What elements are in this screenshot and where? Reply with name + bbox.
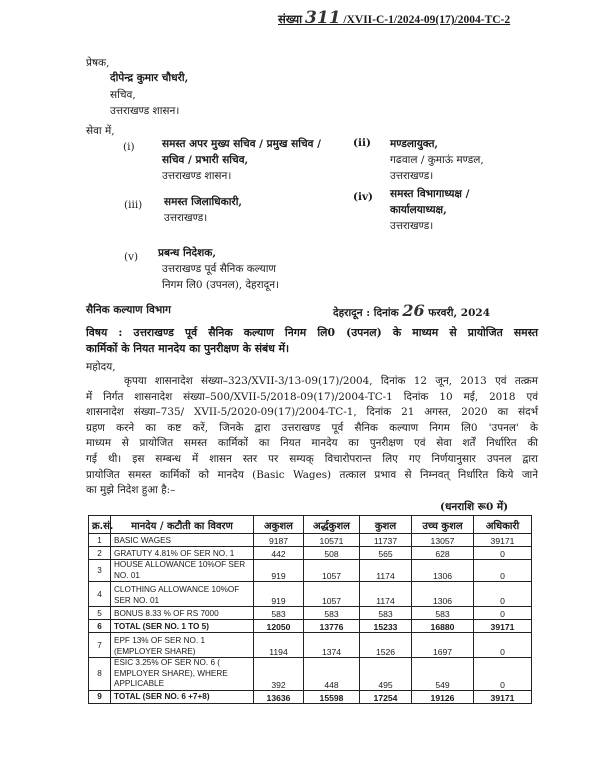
value-cell: 1057: [304, 560, 360, 582]
value-cell: 0: [474, 633, 532, 658]
value-cell: 10571: [304, 534, 360, 547]
recipients-label: सेवा में,: [86, 125, 115, 137]
serial-number-cell: 6: [89, 620, 111, 633]
value-cell: 15598: [304, 690, 360, 703]
date-prefix: देहरादून : दिनांक: [333, 307, 399, 319]
value-cell: 17254: [360, 690, 412, 703]
value-cell: 1057: [304, 582, 360, 607]
recipient-line: प्रबन्ध निदेशक,: [158, 247, 216, 259]
subject-label: विषय :: [86, 326, 123, 339]
recipient-line: कार्यालयाध्यक्ष,: [390, 204, 447, 216]
value-cell: 583: [304, 607, 360, 620]
sender-designation: सचिव,: [110, 89, 136, 101]
value-cell: 628: [412, 547, 474, 560]
column-header: अर्द्धकुशल: [304, 516, 360, 534]
description-cell: BASIC WAGES: [111, 534, 254, 547]
body-line: में निर्गत शासनादेश संख्या–500/XVII-5/2018-09(17)/2004-TC-1 दिनांक 10 मई, 2018 एवं: [86, 390, 538, 403]
value-cell: 0: [474, 547, 532, 560]
body-paragraph: [86, 374, 538, 499]
reference-number: [278, 8, 510, 28]
value-cell: 1194: [254, 633, 304, 658]
recipient-line: उत्तराखण्ड।: [390, 220, 434, 232]
description-cell: BONUS 8.33 % OF RS 7000: [111, 607, 254, 620]
ref-code: /XVII-C-1/2024-09(17)/2004-TC-2: [343, 14, 511, 26]
column-header: मानदेय / कटौती का विवरण: [111, 516, 254, 534]
sender-name: दीपेन्द्र कुमार चौधरी,: [110, 72, 189, 84]
value-cell: 13776: [304, 620, 360, 633]
salutation: महोदय,: [86, 361, 116, 373]
recipient-line: समस्त अपर मुख्य सचिव / प्रमुख सचिव /: [162, 138, 321, 150]
description-cell: EPF 13% OF SER NO. 1 (EMPLOYER SHARE): [111, 633, 254, 658]
value-cell: 1306: [412, 582, 474, 607]
value-cell: 442: [254, 547, 304, 560]
recipient-line: मण्डलायुक्त,: [390, 138, 439, 150]
serial-number-cell: 9: [89, 690, 111, 703]
recipient-line: निगम लि0 (उपनल), देहरादून।: [162, 279, 280, 291]
value-cell: 11737: [360, 534, 412, 547]
value-cell: 1306: [412, 560, 474, 582]
description-cell: HOUSE ALLOWANCE 10%OF SER NO. 01: [111, 560, 254, 582]
value-cell: 39171: [474, 534, 532, 547]
table-row: [89, 534, 532, 547]
value-cell: 1374: [304, 633, 360, 658]
value-cell: 0: [474, 560, 532, 582]
wages-table: [88, 515, 532, 704]
body-line: गई थी। इस सम्बन्ध में शासन स्तर पर सम्यक् विचारोपरान्त लिए गए निर्णयानुसार उपनल द्वारा: [86, 452, 538, 465]
recipient-num: (i): [123, 141, 135, 153]
value-cell: 919: [254, 582, 304, 607]
body-line: माध्यम से प्रायोजित समस्त कार्मिकों का नियत मानदेय का पुनरीक्षण एवं सेवा शर्तें निर्धारित की: [86, 437, 538, 450]
description-cell: TOTAL (SER NO. 1 TO 5): [111, 620, 254, 633]
table-row: [89, 658, 532, 691]
body-line: प्रायोजित समस्त कार्मिकों को मानदेय (Basic Wages) तत्काल प्रभाव से निम्नवत् निर्धारित किये जाने: [86, 468, 538, 481]
value-cell: 16880: [412, 620, 474, 633]
value-cell: 0: [474, 582, 532, 607]
description-cell: CLOTHING ALLOWANCE 10%OF SER NO. 01: [111, 582, 254, 607]
value-cell: 15233: [360, 620, 412, 633]
value-cell: 19126: [412, 690, 474, 703]
body-line: शासनादेश संख्या–735/ XVII-5/2020-09(17)/2004-TC-1, दिनांक 21 अगस्त, 2020 का संदर्भ: [86, 406, 538, 419]
body-line: कृपया शासनादेश संख्या–323/XVII-3/13-09(17)/2004, दिनांक 12 जून, 2013 एवं तत्क्रम: [124, 375, 538, 387]
recipient-line: समस्त जिलाधिकारी,: [164, 196, 243, 208]
table-row: [89, 582, 532, 607]
subject-line: [86, 325, 538, 341]
column-header: अकुशल: [254, 516, 304, 534]
value-cell: 39171: [474, 690, 532, 703]
value-cell: 583: [254, 607, 304, 620]
ref-number-handwritten: 311: [305, 8, 341, 28]
recipient-line: समस्त विभागाध्यक्ष /: [390, 188, 470, 200]
recipient-line: गढवाल / कुमाऊं मण्डल,: [390, 154, 484, 166]
recipient-line: सचिव / प्रभारी सचिव,: [162, 154, 249, 166]
value-cell: 13636: [254, 690, 304, 703]
serial-number-cell: 4: [89, 582, 111, 607]
table-row: [89, 607, 532, 620]
serial-number-cell: 5: [89, 607, 111, 620]
value-cell: 392: [254, 658, 304, 691]
date-suffix: फरवरी, 2024: [428, 307, 491, 319]
sender-office: उत्तराखण्ड शासन।: [110, 105, 180, 117]
column-header: उच्च कुशल: [412, 516, 474, 534]
value-cell: 583: [412, 607, 474, 620]
value-cell: 508: [304, 547, 360, 560]
date-handwritten: 26: [402, 301, 425, 320]
subject-text: उत्तराखण्ड पूर्व सैनिक कल्याण निगम लि0 (उपनल) के माध्यम से प्रायोजित समस्त: [133, 326, 538, 339]
table-row: [89, 633, 532, 658]
value-cell: 13057: [412, 534, 474, 547]
recipient-line: उत्तराखण्ड।: [390, 170, 434, 182]
department-name: सैनिक कल्याण विभाग: [86, 304, 171, 316]
value-cell: 549: [412, 658, 474, 691]
column-header: क्र.सं.: [89, 516, 111, 534]
recipient-line: उत्तराखण्ड शासन।: [162, 170, 232, 182]
recipient-num: (ii): [353, 137, 371, 149]
value-cell: 39171: [474, 620, 532, 633]
recipient-line: उत्तराखण्ड पूर्व सैनिक कल्याण: [162, 263, 277, 275]
value-cell: 565: [360, 547, 412, 560]
recipient-line: उत्तराखण्ड।: [164, 212, 208, 224]
body-line: का मुझे निदेश हुआ है:–: [86, 484, 176, 497]
value-cell: 1174: [360, 582, 412, 607]
value-cell: 1174: [360, 560, 412, 582]
table-row: [89, 560, 532, 582]
recipient-num: (iii): [124, 199, 143, 211]
value-cell: 1697: [412, 633, 474, 658]
table-row: [89, 620, 532, 633]
recipient-num: (iv): [353, 191, 374, 203]
serial-number-cell: 1: [89, 534, 111, 547]
value-cell: 12050: [254, 620, 304, 633]
column-header: अधिकारी: [474, 516, 532, 534]
description-cell: ESIC 3.25% OF SER NO. 6 ( EMPLOYER SHARE), WHERE APPLICABLE: [111, 658, 254, 691]
value-cell: 1526: [360, 633, 412, 658]
recipient-num: (v): [124, 251, 139, 263]
date-line: [333, 301, 490, 320]
column-header: कुशल: [360, 516, 412, 534]
serial-number-cell: 3: [89, 560, 111, 582]
value-cell: 0: [474, 607, 532, 620]
table-row: [89, 690, 532, 703]
body-line: ग्रहण करने का कष्ट करें, जिनके द्वारा उत्तराखण्ड पूर्व सैनिक कल्याण निगम लि0 'उपनल' के: [86, 421, 538, 434]
serial-number-cell: 8: [89, 658, 111, 691]
value-cell: 9187: [254, 534, 304, 547]
value-cell: 919: [254, 560, 304, 582]
currency-note: (धनराशि रू0 में): [440, 501, 509, 513]
sender-label: प्रेषक,: [86, 57, 110, 69]
table-row: [89, 547, 532, 560]
serial-number-cell: 2: [89, 547, 111, 560]
description-cell: TOTAL (SER NO. 6 +7+8): [111, 690, 254, 703]
serial-number-cell: 7: [89, 633, 111, 658]
subject-line: कार्मिकों के नियत मानदेय का पुनरीक्षण के संबंध में।: [86, 342, 290, 355]
description-cell: GRATUTY 4.81% OF SER NO. 1: [111, 547, 254, 560]
ref-prefix: संख्या: [278, 14, 303, 26]
value-cell: 495: [360, 658, 412, 691]
value-cell: 583: [360, 607, 412, 620]
value-cell: 448: [304, 658, 360, 691]
value-cell: 0: [474, 658, 532, 691]
table-header-row: [89, 516, 532, 534]
subject: [86, 325, 538, 357]
